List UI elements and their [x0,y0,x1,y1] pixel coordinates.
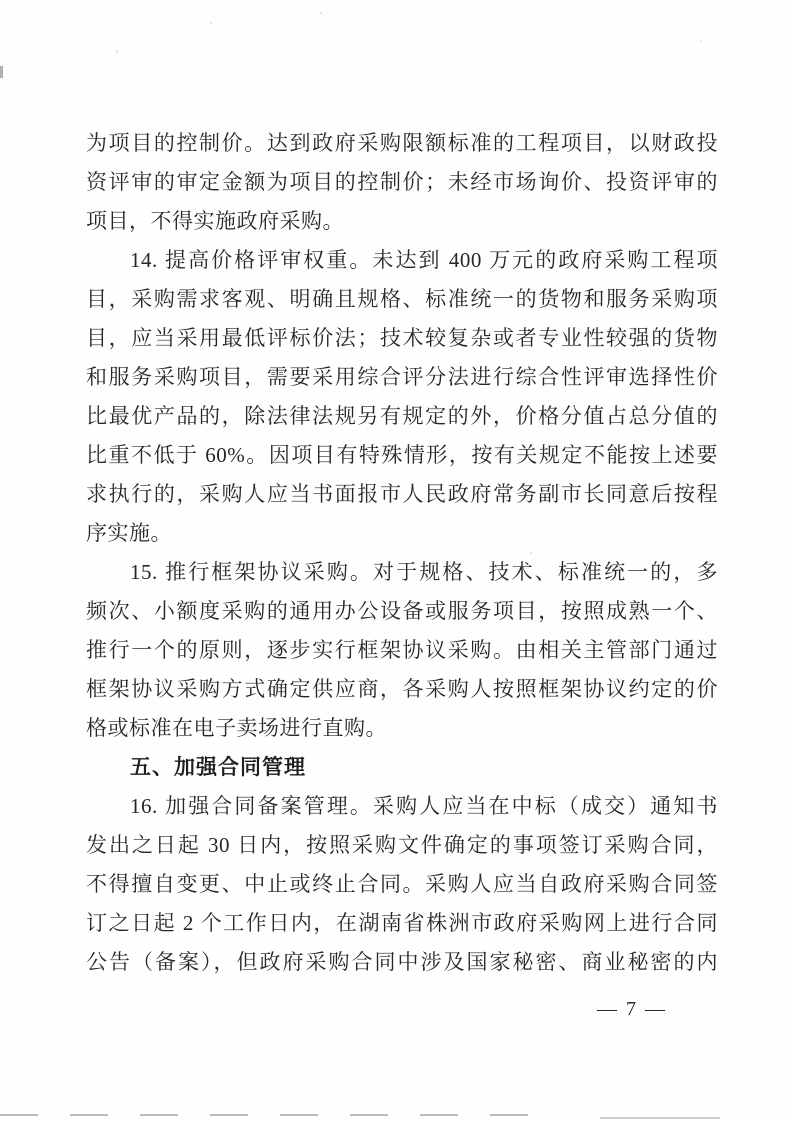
text-line: 目，采购需求客观、明确且规格、标准统一的货物和服务采购项 [86,287,718,311]
scan-speck [700,40,702,42]
text-line: 14. 提高价格评审权重。未达到 400 万元的政府采购工程项 [130,248,718,272]
text-line: 为项目的控制价。达到政府采购限额标准的工程项目，以财政投 [86,131,718,155]
text-line: 15. 推行框架协议采购。对于规格、技术、标准统一的，多 [130,560,718,584]
text-line: 比最优产品的，除法律法规另有规定的外，价格分值占总分值的 [86,404,718,428]
scan-speck [116,50,118,53]
section-heading: 五、加强合同管理 [130,756,306,779]
scan-edge-artifact [0,1114,560,1116]
text-line: 公告（备案），但政府采购合同中涉及国家秘密、商业秘密的内 [86,950,718,974]
text-line: 框架协议采购方式确定供应商，各采购人按照框架协议约定的价 [86,677,718,701]
text-line: 目，应当采用最低评标价法；技术较复杂或者专业性较强的货物 [86,326,718,350]
scan-edge-artifact [0,66,3,78]
page-number: — 7 — [597,998,667,1020]
text-line: 推行一个的原则，逐步实行框架协议采购。由相关主管部门通过 [86,638,718,662]
scan-speck [210,22,212,24]
text-line: 订之日起 2 个工作日内，在湖南省株洲市政府采购网上进行合同 [86,911,718,935]
scan-edge-artifact [600,1117,720,1119]
text-line: 比重不低于 60%。因项目有特殊情形，按有关规定不能按上述要 [86,443,718,467]
scan-speck [320,12,322,14]
text-line: 格或标准在电子卖场进行直购。 [86,716,387,740]
text-line: 不得擅自变更、中止或终止合同。采购人应当自政府采购合同签 [86,872,718,896]
text-line: 资评审的审定金额为项目的控制价；未经市场询价、投资评审的 [86,170,718,194]
text-line: 项目，不得实施政府采购。 [86,209,344,233]
text-line: 频次、小额度采购的通用办公设备或服务项目，按照成熟一个、 [86,599,718,623]
text-line: 求执行的，采购人应当书面报市人民政府常务副市长同意后按程 [86,482,718,506]
text-line: 发出之日起 30 日内，按照采购文件确定的事项签订采购合同， [86,833,718,857]
text-line: 序实施。 [86,521,172,545]
document-text [86,124,718,982]
text-line: 和服务采购项目，需要采用综合评分法进行综合性评审选择性价 [86,365,718,389]
text-line: 16. 加强合同备案管理。采购人应当在中标（成交）通知书 [130,794,718,818]
